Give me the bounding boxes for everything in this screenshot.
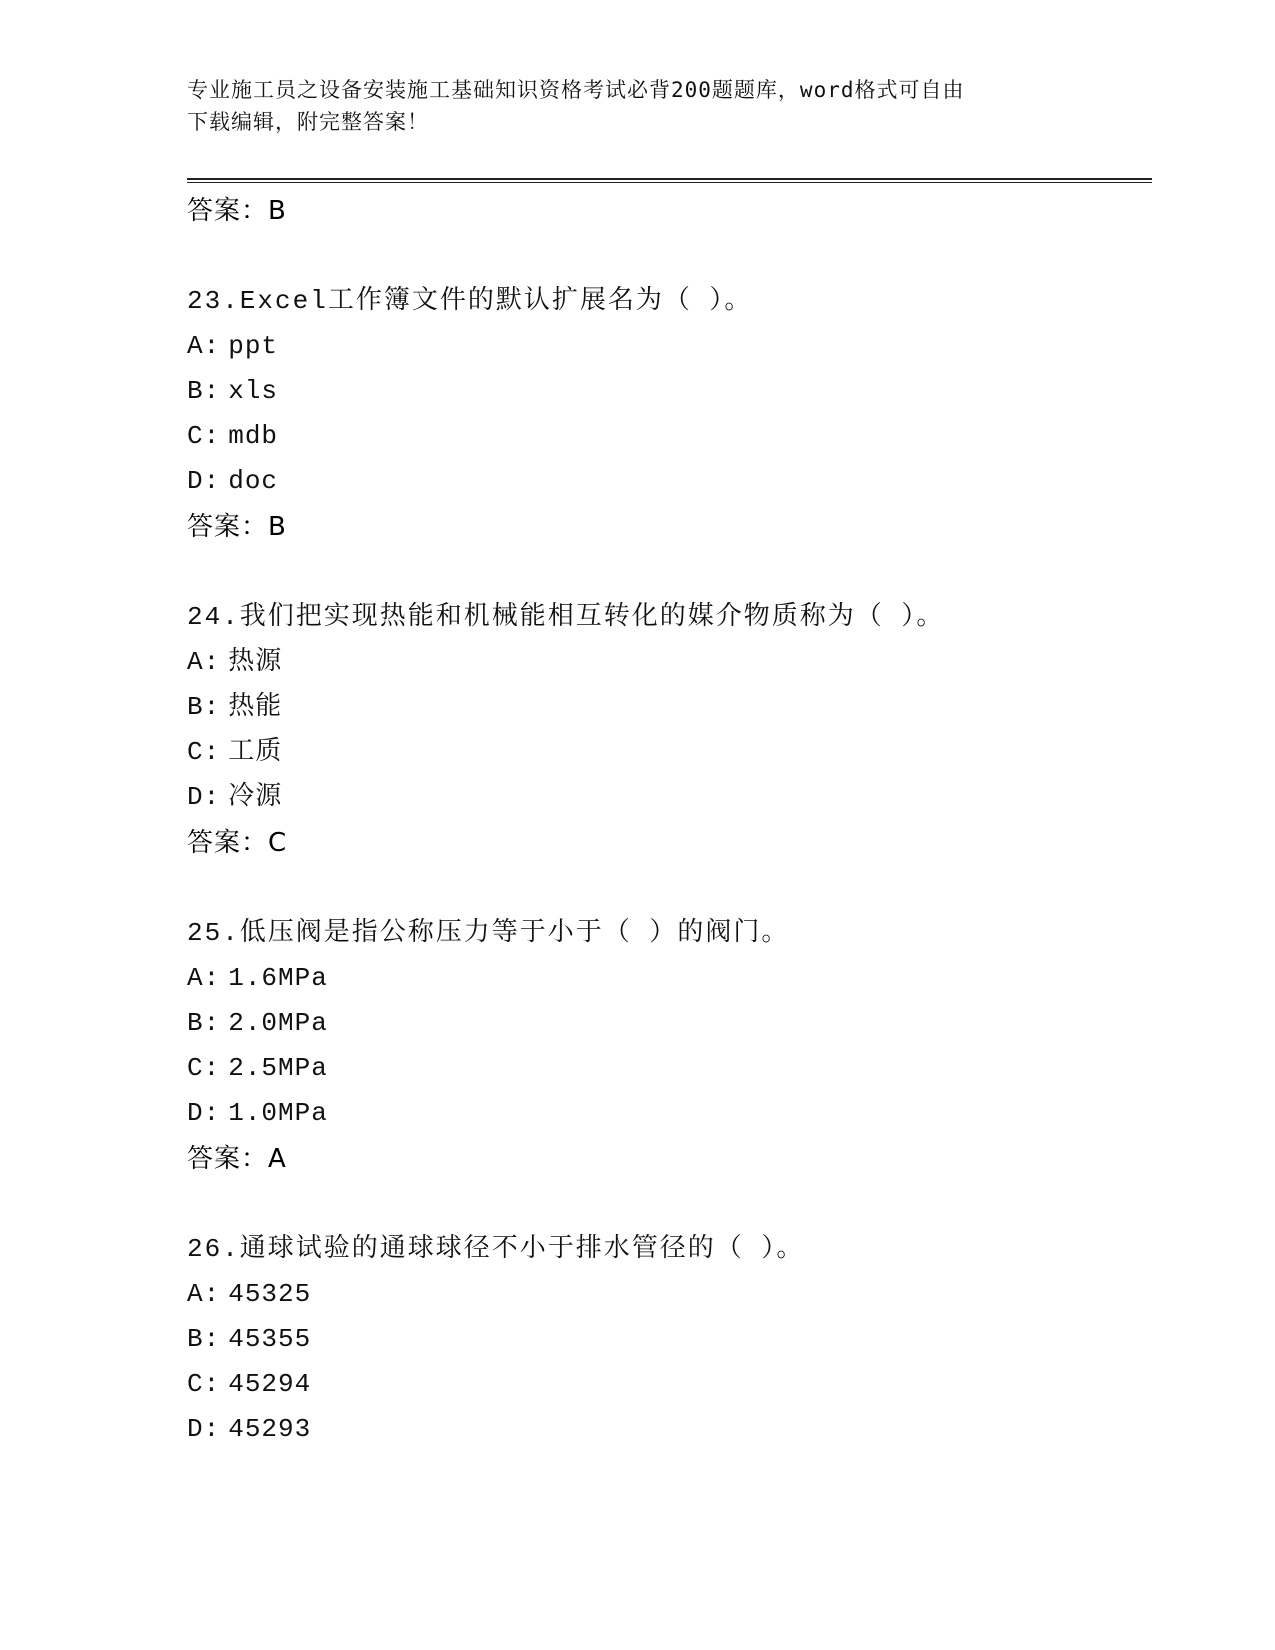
option-value: 45325: [228, 1279, 312, 1309]
option-d: [187, 1091, 1152, 1136]
question-list: [187, 188, 1152, 1452]
option-value: 45293: [228, 1414, 312, 1444]
header-divider-thin: [187, 182, 1152, 183]
option-value: 2.5MPa: [228, 1053, 328, 1083]
option-a: [187, 640, 1152, 685]
option-key: B:: [187, 1008, 221, 1038]
option-key: A:: [187, 647, 221, 677]
option-d: [187, 1407, 1152, 1452]
option-value: 45294: [228, 1369, 312, 1399]
header-divider-thick: [187, 178, 1152, 180]
option-key: A:: [187, 963, 221, 993]
option-value: ppt: [228, 331, 279, 361]
option-a: [187, 1272, 1152, 1317]
option-key: B:: [187, 1324, 221, 1354]
header-line-2: 下载编辑，附完整答案！: [187, 110, 429, 134]
option-key: B:: [187, 692, 221, 722]
option-c: [187, 1362, 1152, 1407]
answer-line: 答案：B: [187, 512, 287, 542]
option-b: [187, 1317, 1152, 1362]
option-key: A:: [187, 331, 221, 361]
option-value: 冷源: [228, 782, 283, 812]
option-value: 2.0MPa: [228, 1008, 328, 1038]
header-line-1: 专业施工员之设备安装施工基础知识资格考试必背200题题库，word格式可自由: [187, 78, 965, 102]
question-text: 24.我们把实现热能和机械能相互转化的媒介物质称为（ ）。: [187, 602, 945, 632]
option-value: mdb: [228, 421, 279, 451]
question-text: 23.Excel工作簿文件的默认扩展名为（ ）。: [187, 286, 753, 316]
option-c: [187, 730, 1152, 775]
option-c: [187, 414, 1152, 459]
option-key: C:: [187, 1369, 221, 1399]
option-value: 1.0MPa: [228, 1098, 328, 1128]
option-key: C:: [187, 421, 221, 451]
option-value: 热源: [228, 647, 283, 677]
option-a: [187, 324, 1152, 369]
option-value: 1.6MPa: [228, 963, 328, 993]
question-25: [187, 910, 1152, 1182]
option-value: 热能: [228, 692, 283, 722]
option-value: 工质: [228, 737, 283, 767]
option-d: [187, 459, 1152, 504]
page-header: [187, 74, 1067, 138]
option-key: D:: [187, 782, 221, 812]
question-24: [187, 594, 1152, 866]
option-b: [187, 685, 1152, 730]
option-key: C:: [187, 737, 221, 767]
answer-line: 答案：C: [187, 828, 288, 858]
option-d: [187, 775, 1152, 820]
option-value: 45355: [228, 1324, 312, 1354]
option-a: [187, 956, 1152, 1001]
question-text: 25.低压阀是指公称压力等于小于（ ）的阀门。: [187, 918, 790, 948]
option-key: D:: [187, 1414, 221, 1444]
option-b: [187, 1001, 1152, 1046]
option-c: [187, 1046, 1152, 1091]
option-key: A:: [187, 1279, 221, 1309]
question-text: 26.通球试验的通球球径不小于排水管径的（ ）。: [187, 1234, 805, 1264]
option-b: [187, 369, 1152, 414]
option-key: D:: [187, 1098, 221, 1128]
answer-line: 答案：A: [187, 1144, 287, 1174]
question-23: [187, 278, 1152, 550]
option-key: C:: [187, 1053, 221, 1083]
previous-answer: 答案：B: [187, 196, 287, 226]
question-26: [187, 1226, 1152, 1452]
option-key: D:: [187, 466, 221, 496]
option-value: doc: [228, 466, 279, 496]
option-value: xls: [228, 376, 279, 406]
option-key: B:: [187, 376, 221, 406]
